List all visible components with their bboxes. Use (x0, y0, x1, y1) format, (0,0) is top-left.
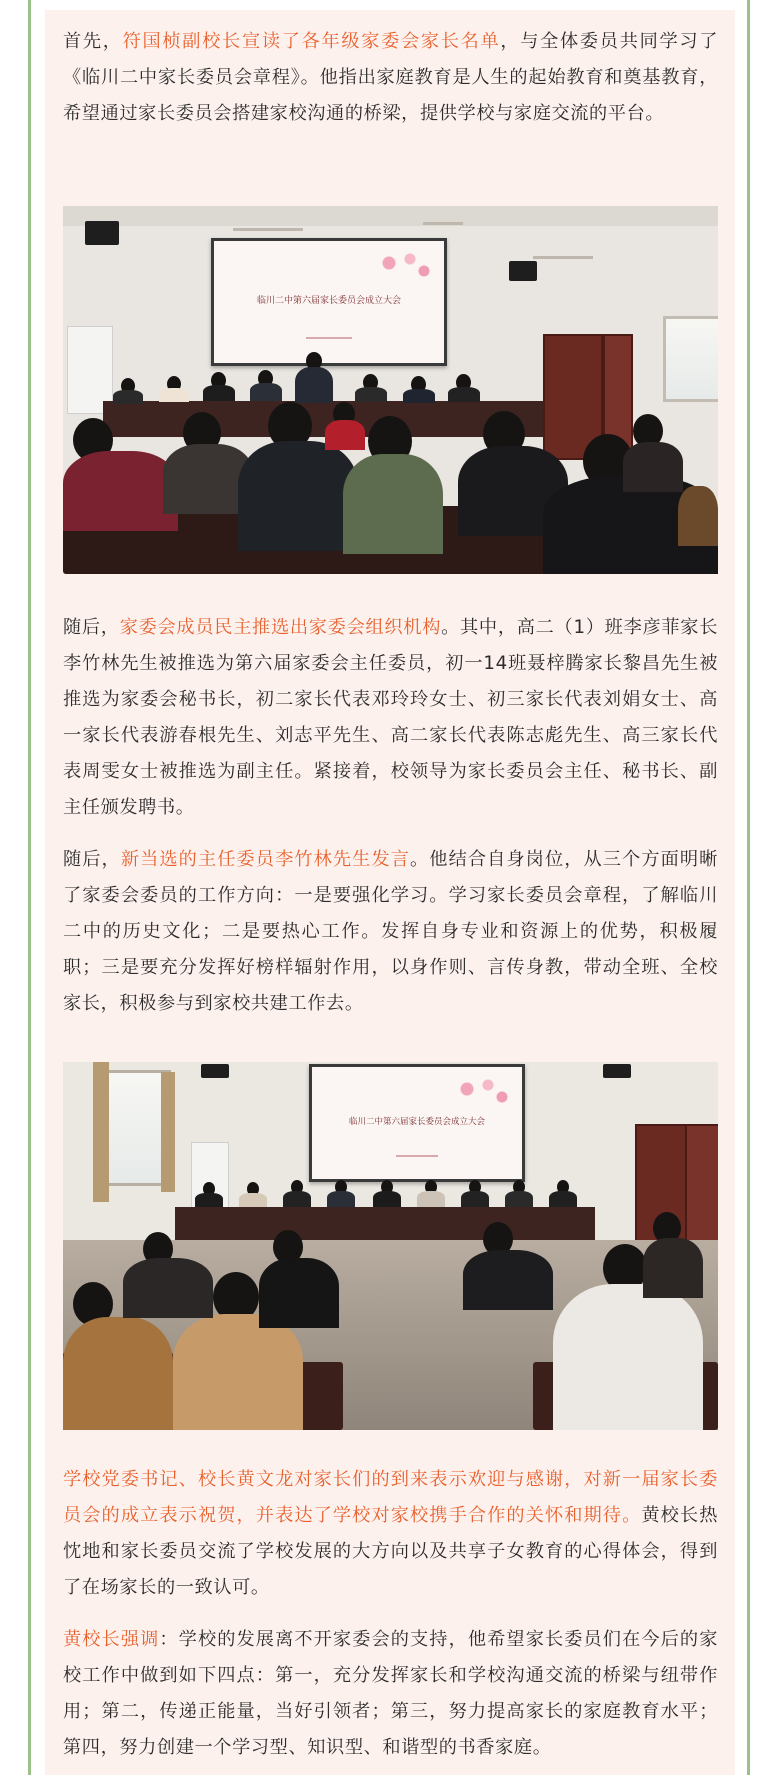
article-paragraph-5 (63, 1622, 718, 1766)
article-paragraph-4 (63, 1462, 718, 1606)
paragraph-highlight: 学校党委书记、校长黄文龙对家长们的到来表示欢迎与感谢，对新一届家长委员会的成立表示祝贺，并表达了学校对家校携手合作的关怀和期待。 (63, 1469, 718, 1526)
paragraph-highlight: 家委会成员民主推选出家委会组织机构 (119, 617, 442, 638)
head-table (103, 401, 543, 437)
article-paragraph-2 (63, 610, 718, 826)
projection-screen (211, 238, 447, 366)
paragraph-highlight: 新当选的主任委员李竹林先生发言 (120, 849, 411, 870)
projection-screen (309, 1064, 525, 1182)
meeting-photo-2 (63, 1062, 718, 1430)
paragraph-text: ，与全体委员共同学习了《临川二中家长委员会章程》。他指出家庭教育是人生的起始教育和奠基教育，希望通过家长委员会搭建家校沟通的桥梁，提供学校与家庭交流的平台。 (63, 31, 719, 124)
paragraph-lead: 随后， (63, 617, 120, 638)
screen-title: 临川二中第六届家长委员会成立大会 (348, 1117, 485, 1127)
article-paragraph-3 (63, 842, 718, 1022)
paragraph-text: 。其中，高二（1）班李彦菲家长李竹林先生被推选为第六届家委会主任委员，初一14班聂梓腾家长黎昌先生被推选为家委会秘书长，初二家长代表邓玲玲女士、初三家长代表刘娟女士、高一家长代表游春根先生、刘志平先生、高二家长代表陈志彪先生、高三家长代表周雯女士被推选为副主任。紧接着，校领导为家长委员会主任、秘书长、副主任颁发聘书。 (63, 617, 718, 818)
paragraph-lead: 随后， (63, 849, 121, 870)
screen-title: 临川二中第六届家长委员会成立大会 (256, 296, 401, 306)
article-paragraph-1 (63, 24, 718, 132)
head-table (175, 1207, 595, 1241)
paragraph-lead: 首先， (63, 31, 123, 52)
paragraph-text: ：学校的发展离不开家委会的支持，他希望家长委员们在今后的家校工作中做到如下四点：第一，充分发挥家长和学校沟通交流的桥梁与纽带作用；第二，传递正能量，当好引领者；第三，努力提高家长的家庭教育水平；第四，努力创建一个学习型、知识型、和谐型的书香家庭。 (63, 1629, 718, 1758)
meeting-photo-1 (63, 206, 718, 574)
paragraph-text: 黄校长热忱地和家长委员交流了学校发展的大方向以及共享子女教育的心得体会，得到了在场家长的一致认可。 (63, 1505, 718, 1598)
paragraph-text: 。他结合自身岗位，从三个方面明晰了家委会委员的工作方向：一是要强化学习。学习家长委员会章程，了解临川二中的历史文化；二是要热心工作。发挥自身专业和资源上的优势，积极履职；三是要充分发挥好榜样辐射作用，以身作则、言传身教，带动全班、全校家长，积极参与到家校共建工作去。 (63, 849, 718, 1014)
paragraph-highlight: 符国桢副校长宣读了各年级家委会家长名单 (122, 31, 501, 52)
paragraph-highlight: 黄校长强调 (63, 1629, 160, 1650)
